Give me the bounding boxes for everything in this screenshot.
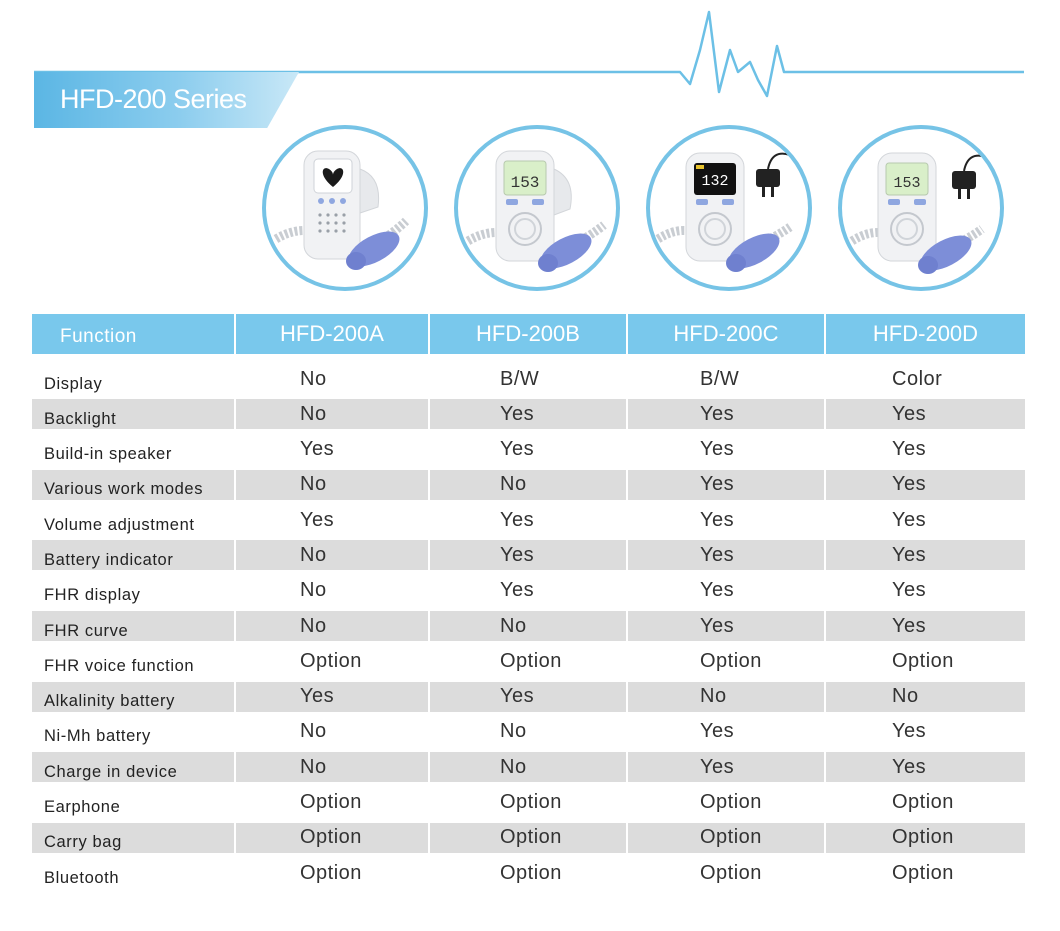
- row-value-hfd-200b: Yes: [430, 682, 628, 712]
- table-row: [32, 467, 1025, 502]
- table-row: [32, 749, 1025, 784]
- row-value-hfd-200b: Option: [430, 646, 628, 676]
- row-value-hfd-200c: No: [628, 682, 826, 712]
- header-function: Function: [32, 314, 236, 354]
- row-value-hfd-200d: Yes: [826, 540, 1025, 570]
- table-row: [32, 608, 1025, 643]
- row-function-label: Alkalinity battery: [32, 682, 236, 712]
- row-value-hfd-200c: Yes: [628, 752, 826, 782]
- table-row: [32, 679, 1025, 714]
- row-value-hfd-200a: No: [236, 399, 430, 429]
- row-value-hfd-200a: No: [236, 752, 430, 782]
- row-function-label: Ni-Mh battery: [32, 717, 236, 747]
- row-value-hfd-200b: Yes: [430, 399, 628, 429]
- product-image-hfd-200c: [646, 125, 812, 291]
- table-header: [32, 314, 1025, 354]
- row-value-hfd-200d: Yes: [892, 579, 927, 602]
- row-value-hfd-200c: Option: [628, 823, 826, 853]
- row-function-label: Backlight: [32, 399, 236, 429]
- product-image-hfd-200a: [262, 125, 428, 291]
- table-row: [32, 855, 1025, 890]
- row-value-hfd-200a: Option: [236, 858, 430, 888]
- row-value-hfd-200b: Option: [430, 858, 628, 888]
- row-value-hfd-200b: Yes: [430, 540, 628, 570]
- row-value-hfd-200b: No: [430, 470, 628, 500]
- row-function-label: Volume adjustment: [32, 505, 236, 535]
- row-value-hfd-200c: Yes: [628, 576, 826, 606]
- row-value-hfd-200a: No: [236, 611, 430, 641]
- row-value-hfd-200b: No: [430, 752, 628, 782]
- row-value-hfd-200d: Yes: [826, 399, 1025, 429]
- row-value-hfd-200c: Yes: [628, 470, 826, 500]
- table-row: [32, 714, 1025, 749]
- table-row: [32, 361, 1025, 396]
- row-value-hfd-200d: Color: [892, 367, 943, 390]
- row-value-hfd-200a: Option: [236, 823, 430, 853]
- header-hfd-200c: HFD-200C: [628, 314, 826, 354]
- row-function-label: FHR display: [32, 576, 236, 606]
- header-hfd-200d: HFD-200D: [872, 321, 979, 346]
- row-value-hfd-200d: Yes: [826, 470, 1025, 500]
- row-value-hfd-200d: Yes: [892, 720, 927, 743]
- header-hfd-200b: HFD-200B: [430, 314, 628, 354]
- row-function-label: Charge in device: [32, 752, 236, 782]
- table-row: [32, 502, 1025, 537]
- charger-icon: [952, 171, 976, 189]
- row-value-hfd-200d: Yes: [892, 508, 927, 531]
- header-hfd-200a: HFD-200A: [236, 314, 430, 354]
- row-value-hfd-200a: No: [236, 470, 430, 500]
- table-row: [32, 537, 1025, 572]
- row-value-hfd-200b: Yes: [430, 505, 628, 535]
- table-row: [32, 643, 1025, 678]
- row-function-label: Battery indicator: [32, 540, 236, 570]
- row-value-hfd-200d: Option: [826, 823, 1025, 853]
- row-value-hfd-200b: Yes: [430, 435, 628, 465]
- row-value-hfd-200a: Option: [236, 646, 430, 676]
- row-value-hfd-200d: Yes: [826, 752, 1025, 782]
- row-function-label: Build-in speaker: [32, 435, 236, 465]
- row-value-hfd-200a: Yes: [236, 435, 430, 465]
- row-value-hfd-200d: No: [826, 682, 1025, 712]
- product-image-hfd-200d: [838, 125, 1004, 291]
- row-function-label: Display: [32, 364, 236, 394]
- row-value-hfd-200d: Option: [892, 861, 954, 884]
- row-function-label: Bluetooth: [32, 858, 236, 888]
- table-row: [32, 573, 1025, 608]
- row-value-hfd-200c: Option: [628, 788, 826, 818]
- doppler-device-icon: [650, 129, 808, 287]
- doppler-device-icon: [458, 129, 616, 287]
- product-image-hfd-200b: [454, 125, 620, 291]
- row-value-hfd-200b: No: [430, 611, 628, 641]
- svg-text:132: 132: [701, 173, 729, 190]
- table-body: [32, 361, 1025, 890]
- row-function-label: FHR curve: [32, 611, 236, 641]
- table-row: [32, 396, 1025, 431]
- row-value-hfd-200d: Option: [892, 791, 954, 814]
- row-function-label: FHR voice function: [32, 646, 236, 676]
- row-value-hfd-200b: Option: [430, 788, 628, 818]
- row-value-hfd-200c: Option: [628, 858, 826, 888]
- row-value-hfd-200a: No: [236, 364, 430, 394]
- charger-icon: [756, 169, 780, 187]
- series-title: HFD-200 Series: [60, 84, 247, 114]
- table-row: [32, 820, 1025, 855]
- row-value-hfd-200a: Option: [236, 788, 430, 818]
- table-row: [32, 785, 1025, 820]
- row-value-hfd-200a: No: [236, 540, 430, 570]
- row-value-hfd-200c: Option: [628, 646, 826, 676]
- doppler-device-icon: [266, 129, 424, 287]
- row-value-hfd-200a: No: [236, 717, 430, 747]
- row-value-hfd-200c: Yes: [628, 399, 826, 429]
- doppler-device-icon: [842, 129, 1000, 287]
- row-value-hfd-200c: Yes: [628, 540, 826, 570]
- row-value-hfd-200c: Yes: [628, 611, 826, 641]
- row-value-hfd-200d: Option: [892, 649, 954, 672]
- row-value-hfd-200c: B/W: [628, 364, 826, 394]
- row-value-hfd-200a: Yes: [236, 505, 430, 535]
- row-value-hfd-200a: Yes: [236, 682, 430, 712]
- svg-text:153: 153: [510, 174, 540, 192]
- row-value-hfd-200d: Yes: [826, 611, 1025, 641]
- row-value-hfd-200b: No: [430, 717, 628, 747]
- row-function-label: Carry bag: [32, 823, 236, 853]
- row-value-hfd-200d: Yes: [892, 438, 927, 461]
- row-value-hfd-200b: Yes: [430, 576, 628, 606]
- svg-text:153: 153: [893, 175, 921, 192]
- row-value-hfd-200b: B/W: [430, 364, 628, 394]
- row-value-hfd-200c: Yes: [628, 435, 826, 465]
- table-row: [32, 432, 1025, 467]
- row-function-label: Various work modes: [32, 470, 236, 500]
- row-value-hfd-200c: Yes: [628, 717, 826, 747]
- row-value-hfd-200b: Option: [430, 823, 628, 853]
- row-function-label: Earphone: [32, 788, 236, 818]
- row-value-hfd-200c: Yes: [628, 505, 826, 535]
- row-value-hfd-200a: No: [236, 576, 430, 606]
